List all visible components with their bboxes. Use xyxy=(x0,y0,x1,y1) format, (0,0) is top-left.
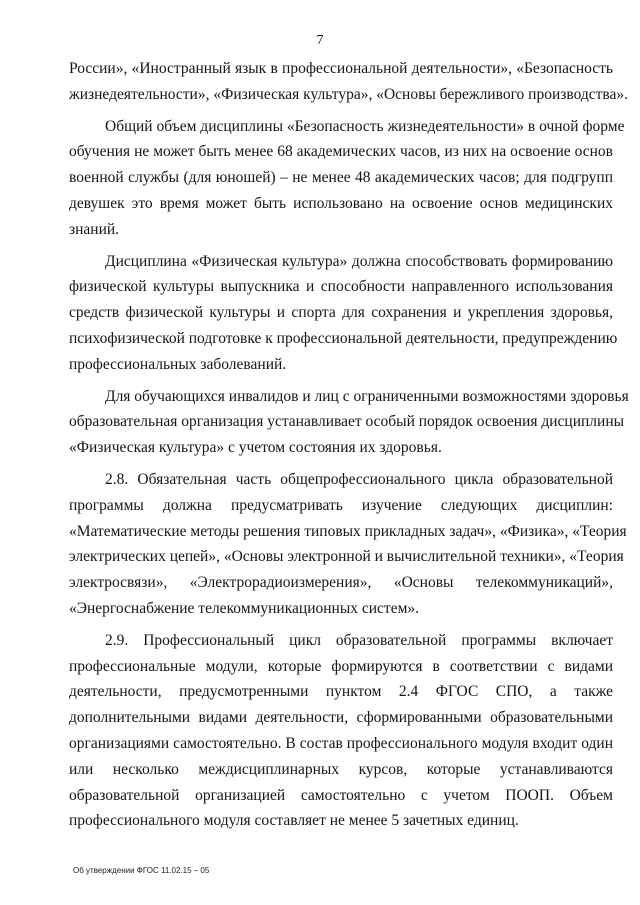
text-line: программы должна предусматривать изучение следующих дисциплин: xyxy=(69,496,613,514)
text-line: психофизической подготовке к профессиональной деятельности, предупреждению xyxy=(69,329,618,347)
text-line: Для обучающихся инвалидов и лиц с ограниченными возможностями здоровья xyxy=(105,387,629,405)
text-line: Общий объем дисциплины «Безопасность жизнедеятельности» в очной форме xyxy=(105,117,625,135)
paragraph-disciplines-continued xyxy=(69,56,629,108)
text-line: «Физическая культура» с учетом состояния их здоровья. xyxy=(69,439,442,457)
text-line: военной службы (для юношей) – не менее 48 академических часов; для подгрупп xyxy=(69,169,613,187)
text-line: «Энергоснабжение телекоммуникационных систем». xyxy=(69,599,420,617)
document-body xyxy=(69,56,629,834)
text-line: 2.8. Обязательная часть общепрофессионального цикла образовательной xyxy=(105,470,613,488)
page-number: 7 xyxy=(316,33,324,48)
text-line: 2.9. Профессиональный цикл образовательной программы включает xyxy=(105,631,613,649)
text-line: девушек это время может быть использовано на освоение основ медицинских xyxy=(69,194,613,212)
text-line: образовательная организация устанавливает особый порядок освоения дисциплины xyxy=(69,413,625,431)
paragraph-disabled-students xyxy=(69,384,629,461)
text-line: жизнедеятельности», «Физическая культура», «Основы бережливого производства». xyxy=(69,85,629,103)
paragraph-section-2-9 xyxy=(69,628,613,834)
text-line: обучения не может быть менее 68 академических часов, из них на освоение основ xyxy=(69,143,613,161)
text-line: средств физической культуры и спорта для сохранения и укрепления здоровья, xyxy=(69,304,613,322)
text-line: электрических цепей», «Основы электронной и вычислительной техники», «Теория xyxy=(69,548,624,566)
paragraph-section-2-8 xyxy=(69,467,627,622)
text-line: профессионального модуля составляет не менее 5 зачетных единиц. xyxy=(69,812,519,830)
text-line: физической культуры выпускника и способности направленного использования xyxy=(69,278,613,296)
page-footer: Об утверждении ФГОС 11.02.15 – 05 xyxy=(73,866,210,875)
text-line: России», «Иностранный язык в профессиональной деятельности», «Безопасность xyxy=(69,60,613,77)
text-line: деятельности, предусмотренными пунктом 2.4 ФГОС СПО, а также xyxy=(69,683,613,701)
text-line: организациями самостоятельно. В состав профессионального модуля входит один xyxy=(69,734,613,752)
text-line: Дисциплина «Физическая культура» должна способствовать формированию xyxy=(105,252,613,270)
text-line: профессиональных заболеваний. xyxy=(69,355,287,373)
text-line: знаний. xyxy=(69,220,120,238)
text-line: «Математические методы решения типовых прикладных задач», «Физика», «Теория xyxy=(69,522,627,540)
text-line: дополнительными видами деятельности, сформированными образовательными xyxy=(69,709,613,727)
paragraph-physical-culture xyxy=(69,249,618,378)
paragraph-life-safety xyxy=(69,114,625,243)
text-line: образовательной организацией самостоятельно с учетом ПООП. Объем xyxy=(69,786,613,804)
text-line: профессиональные модули, которые формируются в соответствии с видами xyxy=(69,657,613,675)
text-line: электросвязи», «Электрорадиоизмерения», «Основы телекоммуникаций», xyxy=(69,574,613,592)
text-line: или несколько междисциплинарных курсов, которые устанавливаются xyxy=(69,760,613,778)
